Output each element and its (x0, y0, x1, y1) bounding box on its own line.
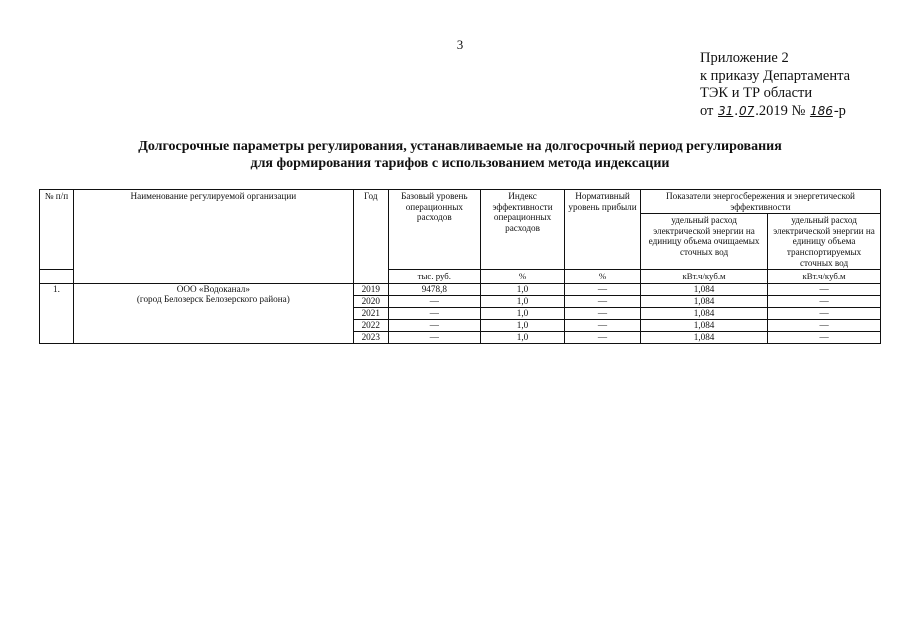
cell-energy-2: — (768, 307, 881, 319)
cell-index: 1,0 (480, 319, 564, 331)
date-prefix: от (700, 102, 714, 119)
cell-base: 9478,8 (388, 283, 480, 295)
header-year: Год (353, 190, 388, 284)
cell-year: 2023 (353, 331, 388, 343)
cell-norm: — (565, 283, 641, 295)
cell-norm: — (565, 295, 641, 307)
header-index: Индекс эффективности операционных расходов (480, 190, 564, 270)
handwritten-day: 31 (718, 103, 734, 118)
header-name: Наименование регулируемой организации (73, 190, 353, 284)
appendix-line-2: к приказу Департамента (700, 67, 851, 84)
cell-year: 2019 (353, 283, 388, 295)
cell-energy-1: 1,084 (640, 307, 767, 319)
cell-year: 2021 (353, 307, 388, 319)
appendix-block (700, 50, 850, 120)
cell-index: 1,0 (480, 295, 564, 307)
cell-index: 1,0 (480, 307, 564, 319)
units-energy-2: кВт.ч/куб.м (768, 270, 881, 284)
cell-norm: — (565, 319, 641, 331)
cell-year: 2020 (353, 295, 388, 307)
cell-energy-1: 1,084 (640, 295, 767, 307)
org-name-line-2: (город Белозерск Белозерского района) (136, 294, 290, 305)
header-base: Базовый уровень операционных расходов (388, 190, 480, 270)
handwritten-order-number: 186 (809, 103, 833, 118)
handwritten-month: 07 (738, 103, 755, 118)
header-no: № п/п (40, 190, 74, 270)
units-no (40, 270, 74, 284)
cell-base: — (388, 331, 480, 343)
header-row-1 (40, 190, 881, 214)
cell-energy-2: — (768, 283, 881, 295)
units-base: тыс. руб. (388, 270, 480, 284)
cell-energy-1: 1,084 (640, 319, 767, 331)
cell-energy-1: 1,084 (640, 331, 767, 343)
appendix-line-1: Приложение 2 (700, 50, 789, 66)
page-number: 3 (456, 37, 464, 52)
header-energy-group: Показатели энергосбережения и энергетической эффективности (640, 190, 880, 214)
title-line-2: для формирования тарифов с использованием метода индексации (250, 156, 670, 171)
parameters-table (39, 189, 881, 344)
appendix-date-line (700, 103, 850, 121)
cell-base: — (388, 319, 480, 331)
header-norm: Нормативный уровень прибыли (565, 190, 641, 270)
cell-energy-1: 1,084 (640, 283, 767, 295)
cell-base: — (388, 295, 480, 307)
org-number: 1. (40, 283, 74, 343)
cell-norm: — (565, 307, 641, 319)
units-norm: % (565, 270, 641, 284)
cell-energy-2: — (768, 331, 881, 343)
cell-energy-2: — (768, 295, 881, 307)
cell-base: — (388, 307, 480, 319)
org-name (73, 283, 353, 343)
date-separator: . (734, 102, 738, 119)
cell-energy-2: — (768, 319, 881, 331)
appendix-line-3: ТЭК и ТР области (700, 85, 813, 101)
cell-index: 1,0 (480, 283, 564, 295)
cell-index: 1,0 (480, 331, 564, 343)
org-name-line-1: ООО «Водоканал» (176, 283, 250, 294)
order-suffix: -р (833, 102, 846, 119)
table-row (40, 283, 881, 295)
title-line-1: Долгосрочные параметры регулирования, устанавливаемые на долгосрочный период регулирования (138, 139, 782, 154)
date-year: .2019 № (755, 102, 806, 119)
document-title (40, 138, 880, 172)
cell-year: 2022 (353, 319, 388, 331)
units-index: % (480, 270, 564, 284)
header-energy-1: удельный расход электрической энергии на единицу объема очищаемых сточных вод (640, 214, 767, 270)
header-energy-2: удельный расход электрической энергии на единицу объема транспортируемых сточных вод (768, 214, 881, 270)
units-energy-1: кВт.ч/куб.м (640, 270, 767, 284)
cell-norm: — (565, 331, 641, 343)
